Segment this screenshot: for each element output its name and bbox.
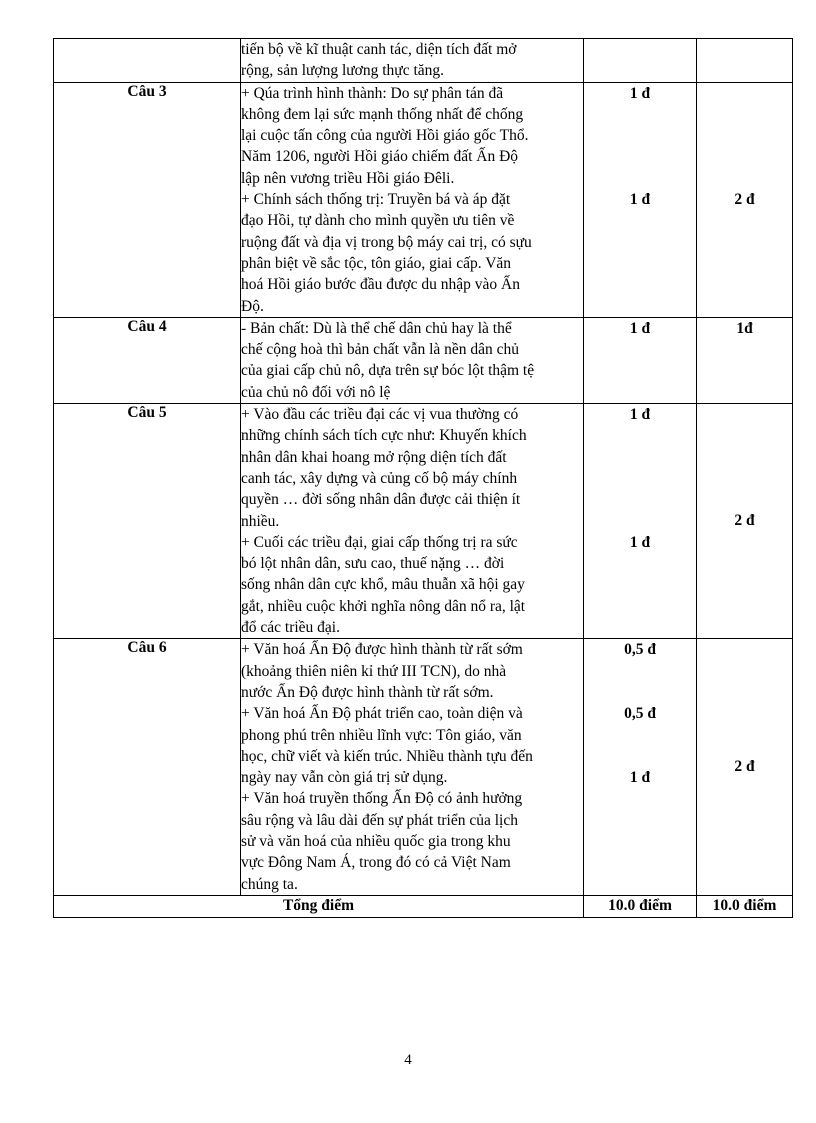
content-line: nhiều.: [241, 512, 280, 530]
question-row-6: [54, 639, 793, 896]
content-line: của chủ nô đối với nô lệ: [241, 383, 391, 401]
question-label: Câu 5: [54, 404, 241, 639]
content-line: đạo Hồi, tự dành cho mình quyền ưu tiên về: [241, 212, 515, 230]
content-line: hoá Hồi giáo bước đầu được du nhập vào Ấn: [241, 276, 520, 294]
point-value: 1 đ: [629, 769, 651, 787]
page-number: 4: [404, 1052, 412, 1068]
point-value: 1 đ: [629, 406, 651, 424]
content-line: + Vào đầu các triều đại các vị vua thường có: [241, 406, 519, 424]
content-line: + Qúa trình hình thành: Do sự phân tán đã: [241, 84, 504, 102]
content-line: + Cuối các triều đại, giai cấp thống trị ra sức: [241, 533, 518, 551]
answer-content: [241, 404, 584, 639]
content-line: nhân dân khai hoang mở rộng diện tích đất: [241, 448, 507, 466]
total-value: 1đ: [736, 319, 753, 337]
content-line: canh tác, xây dựng và củng cố bộ máy chính: [241, 469, 518, 487]
content-line: + Văn hoá Ấn Độ phát triển cao, toàn diện và: [241, 705, 523, 723]
point-value: 1 đ: [629, 533, 651, 551]
continuation-row: [54, 39, 793, 83]
points-cell: [584, 404, 697, 639]
points-cell: [584, 639, 697, 896]
question-row-4: [54, 317, 793, 403]
grading-table: [53, 38, 793, 918]
content-line: lập nên vương triều Hồi giáo Đêli.: [241, 169, 455, 187]
content-line: sâu rộng và lâu dài đến sự phát triển của lịch: [241, 811, 518, 829]
summary-total: 10.0 điểm: [697, 895, 793, 917]
content-line: chế cộng hoà thì bản chất vẫn là nền dân chủ: [241, 341, 520, 359]
content-line: ngày nay vẫn còn giá trị sử dụng.: [241, 769, 448, 787]
content-line: + Văn hoá Ấn Độ được hình thành từ rất sớm: [241, 641, 523, 659]
points-cell: [584, 317, 697, 403]
question-label: Câu 6: [54, 639, 241, 896]
point-value: 1 đ: [629, 319, 651, 337]
content-line: đổ các triều đại.: [241, 619, 340, 637]
content-line: - Bản chất: Dù là thể chế dân chủ hay là thể: [241, 319, 512, 337]
content-line: ruộng đất và địa vị trong bộ máy cai trị, có sựu: [241, 233, 532, 251]
continuation-points-cell: [584, 39, 697, 83]
summary-row: [54, 895, 793, 917]
answer-content: [241, 639, 584, 896]
question-row-5: [54, 404, 793, 639]
continuation-content-cell: [241, 39, 584, 83]
content-line: Độ.: [241, 297, 264, 315]
content-line: sử và văn hoá của nhiều quốc gia trong khu: [241, 832, 511, 850]
content-line: Năm 1206, người Hồi giáo chiếm đất Ấn Độ: [241, 148, 519, 166]
content-line: nước Ấn Độ được hình thành từ rất sớm.: [241, 683, 494, 701]
point-value: 1 đ: [629, 84, 651, 102]
content-line: (khoảng thiên niên kỉ thứ III TCN), do nhà: [241, 662, 507, 680]
question-row-3: [54, 82, 793, 317]
content-line: + Văn hoá truyền thống Ấn Độ có ảnh hưởng: [241, 790, 523, 808]
content-line: lại cuộc tấn công của người Hồi giáo gốc Thổ.: [241, 127, 529, 145]
total-cell: [697, 317, 793, 403]
content-line: chúng ta.: [241, 875, 298, 893]
content-line: rộng, sản lượng lương thực tăng.: [241, 62, 445, 80]
content-line: của giai cấp chủ nô, dựa trên sự bóc lột thậm tệ: [241, 362, 535, 380]
total-cell: 2 đ: [697, 404, 793, 639]
summary-label: Tổng điểm: [54, 895, 584, 917]
question-label: Câu 4: [54, 317, 241, 403]
total-cell: 2 đ: [697, 639, 793, 896]
content-line: sống nhân dân cực khổ, mâu thuẫn xã hội gay: [241, 576, 525, 594]
content-line: phong phú trên nhiều lĩnh vực: Tôn giáo, văn: [241, 726, 522, 744]
content-line: vực Đông Nam Á, trong đó có cả Việt Nam: [241, 854, 511, 872]
content-line: + Chính sách thống trị: Truyền bá và áp đặt: [241, 191, 511, 209]
continuation-total-cell: [697, 39, 793, 83]
content-line: gắt, nhiều cuộc khởi nghĩa nông dân nổ ra, lật: [241, 597, 526, 615]
summary-points: 10.0 điểm: [584, 895, 697, 917]
total-cell: 2 đ: [697, 82, 793, 317]
points-cell: [584, 82, 697, 317]
continuation-label-cell: [54, 39, 241, 83]
point-value: 0,5 đ: [624, 705, 656, 723]
content-line: không đem lại sức mạnh thống nhất để chống: [241, 105, 524, 123]
content-line: phân biệt về sắc tộc, tôn giáo, giai cấp. Văn: [241, 254, 512, 272]
content-line: những chính sách tích cực như: Khuyến khích: [241, 427, 527, 445]
content-line: bó lột nhân dân, sưu cao, thuế nặng … đời: [241, 555, 505, 573]
content-line: học, chữ viết và kiến trúc. Nhiều thành tựu đến: [241, 747, 533, 765]
answer-content: [241, 317, 584, 403]
content-line: tiến bộ về kĩ thuật canh tác, diện tích đất mở: [241, 41, 517, 58]
answer-content: [241, 82, 584, 317]
content-line: quyền … đời sống nhân dân được cải thiện ít: [241, 491, 521, 509]
question-label: Câu 3: [54, 82, 241, 317]
point-value: 1 đ: [629, 191, 651, 209]
point-value: 0,5 đ: [624, 641, 656, 659]
